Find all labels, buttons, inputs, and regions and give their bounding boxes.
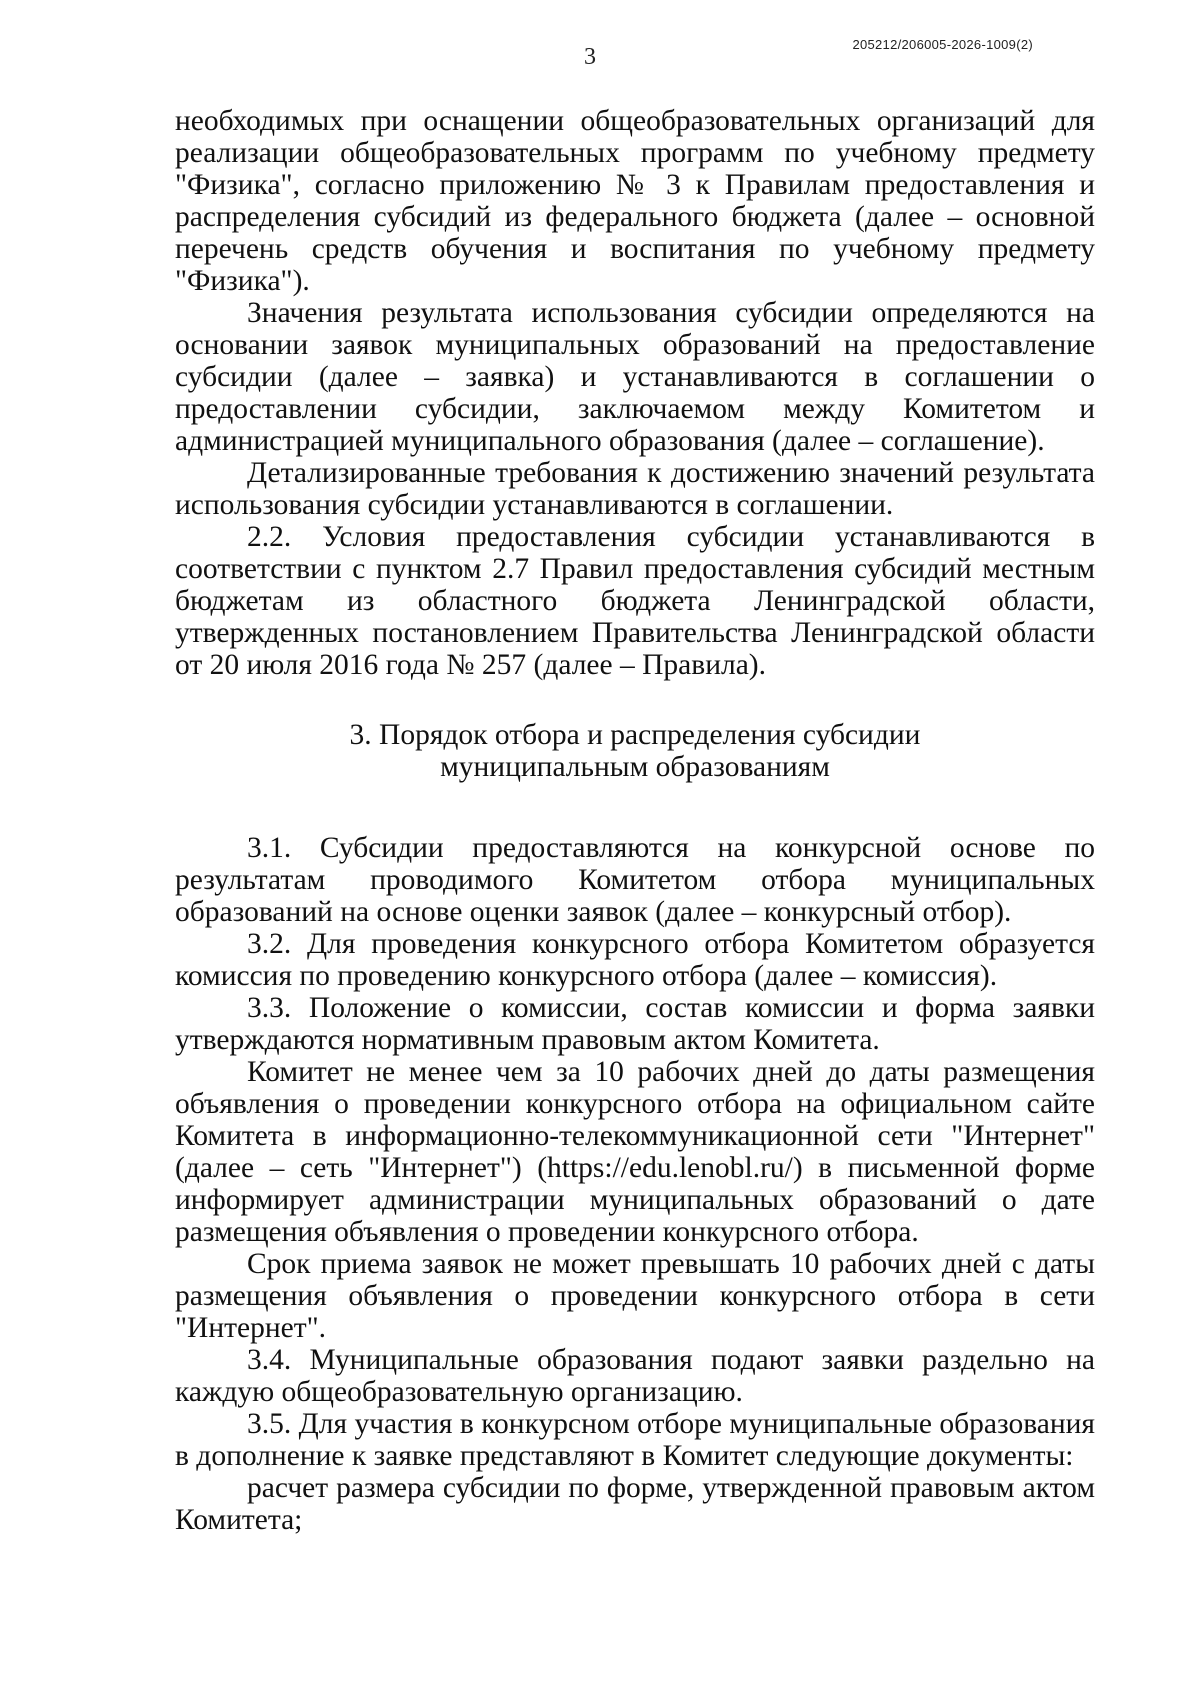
paragraph: Комитет не менее чем за 10 рабочих дней до даты размещения объявления о проведении конкурсного отбора на официальном сайте Комитета в информационно-телекоммуникационной сети "Интернет" (далее – сеть "Интернет") (https://edu.lenobl.ru/) в письменной форме информирует администрации муниципальных образований о дате размещения объявления о проведении конкурсного отбора.	[175, 1056, 1095, 1248]
paragraph: Значения результата использования субсидии определяются на основании заявок муниципальных образований на предоставление субсидии (далее – заявка) и устанавливаются в соглашении о предоставлении субсидии, заключаемом между Комитетом и администрацией муниципального образования (далее – соглашение).	[175, 297, 1095, 457]
document-code: 205212/206005-2026-1009(2)	[852, 37, 1033, 52]
section-heading-line-2: муниципальным образованиям	[440, 751, 830, 783]
page-number: 3	[584, 44, 596, 70]
paragraph-3-1: 3.1. Субсидии предоставляются на конкурсной основе по результатам проводимого Комитетом отбора муниципальных образований на основе оценки заявок (далее – конкурсный отбор).	[175, 832, 1095, 928]
paragraph-3-2: 3.2. Для проведения конкурсного отбора Комитетом образуется комиссия по проведению конкурсного отбора (далее – комиссия).	[175, 928, 1095, 992]
paragraph-3-3: 3.3. Положение о комиссии, состав комиссии и форма заявки утверждаются нормативным правовым актом Комитета.	[175, 992, 1095, 1056]
section-heading-line-1: 3. Порядок отбора и распределения субсидии	[349, 719, 921, 751]
paragraph: необходимых при оснащении общеобразовательных организаций для реализации общеобразовательных программ по учебному предмету "Физика", согласно приложению № 3 к Правилам предоставления и распределения субсидий из федерального бюджета (далее – основной перечень средств обучения и воспитания по учебному предмету "Физика").	[175, 105, 1095, 297]
paragraph: Детализированные требования к достижению значений результата использования субсидии устанавливаются в соглашении.	[175, 457, 1095, 521]
paragraph: расчет размера субсидии по форме, утвержденной правовым актом Комитета;	[175, 1472, 1095, 1536]
paragraph-3-5: 3.5. Для участия в конкурсном отборе муниципальные образования в дополнение к заявке представляют в Комитет следующие документы:	[175, 1408, 1095, 1472]
paragraph-3-4: 3.4. Муниципальные образования подают заявки раздельно на каждую общеобразовательную организацию.	[175, 1344, 1095, 1408]
paragraph-2-2: 2.2. Условия предоставления субсидии устанавливаются в соответствии с пунктом 2.7 Правил предоставления субсидий местным бюджетам из областного бюджета Ленинградской области, утвержденных постановлением Правительства Ленинградской области от 20 июля 2016 года № 257 (далее – Правила).	[175, 521, 1095, 681]
section-heading	[175, 719, 1095, 783]
document-body	[175, 105, 1095, 1536]
paragraph: Срок приема заявок не может превышать 10 рабочих дней с даты размещения объявления о проведении конкурсного отбора в сети "Интернет".	[175, 1248, 1095, 1344]
